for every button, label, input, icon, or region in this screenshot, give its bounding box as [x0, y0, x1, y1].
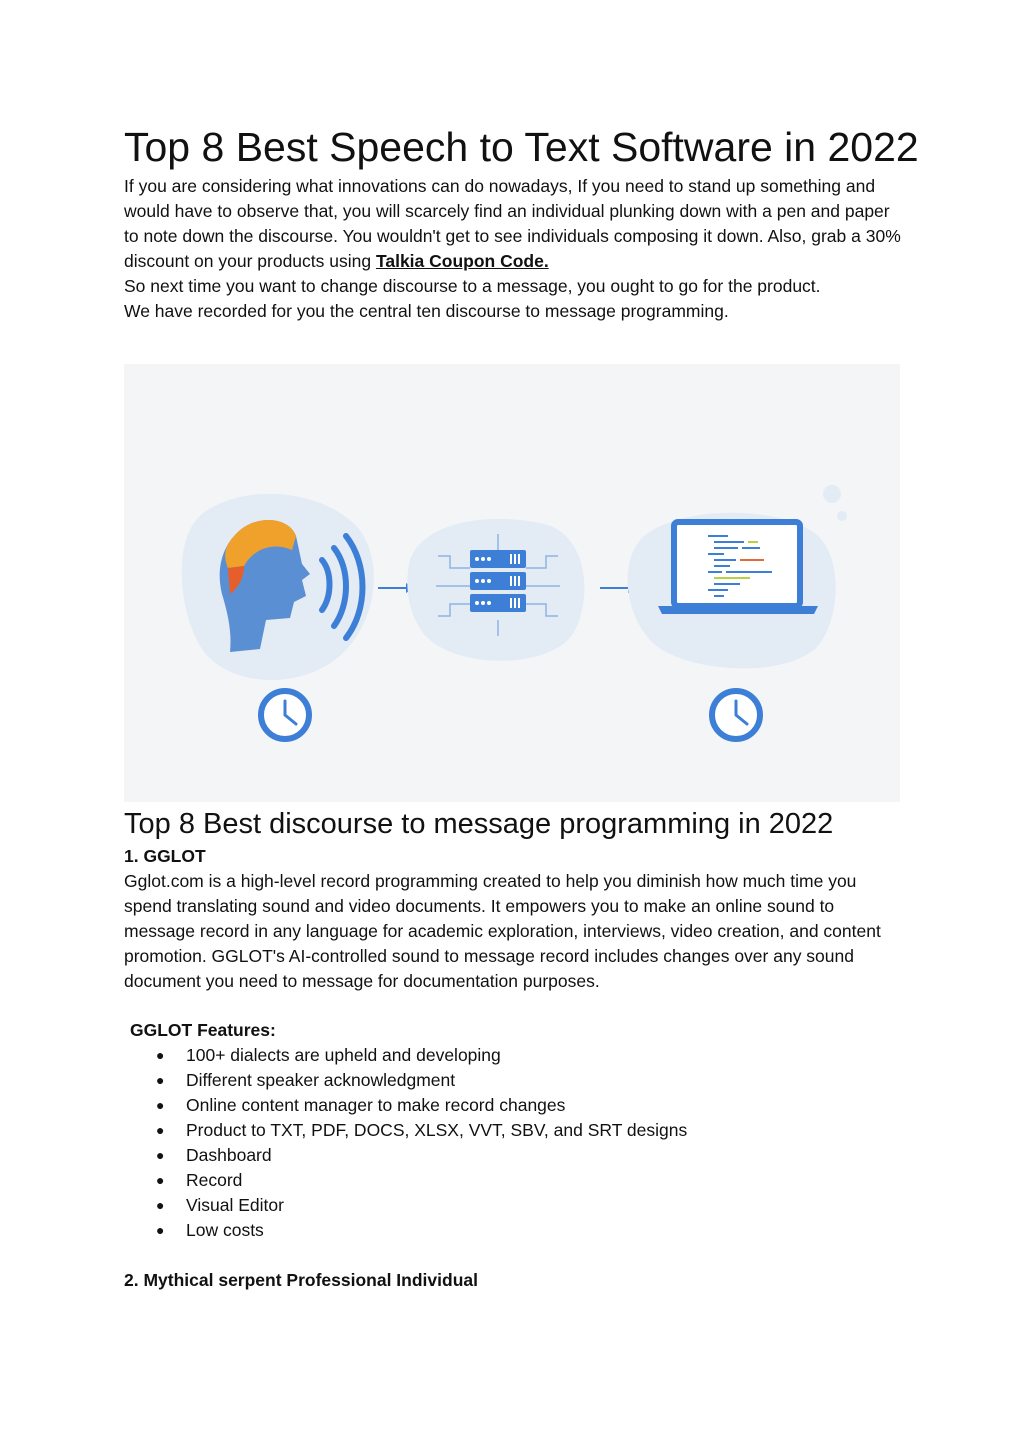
- section-heading: Top 8 Best discourse to message programming in 2022: [124, 808, 834, 840]
- intro-paragraph: [124, 174, 904, 324]
- bullet-icon: ●: [156, 1122, 165, 1138]
- features-list: [124, 1043, 687, 1243]
- list-item: [124, 1093, 687, 1118]
- bullet-icon: ●: [156, 1097, 165, 1113]
- bullet-icon: ●: [156, 1222, 165, 1238]
- list-item: [124, 1143, 687, 1168]
- feature-text: 100+ dialects are upheld and developing: [186, 1045, 501, 1065]
- list-item: [124, 1043, 687, 1068]
- intro-line-2: So next time you want to change discourse to a message, you ought to go for the product.: [124, 276, 821, 296]
- feature-text: Record: [186, 1170, 243, 1190]
- feature-text: Online content manager to make record changes: [186, 1095, 566, 1115]
- intro-text: [124, 174, 904, 274]
- feature-text: Low costs: [186, 1220, 264, 1240]
- intro-line-3: We have recorded for you the central ten discourse to message programming.: [124, 301, 729, 321]
- list-item: [124, 1193, 687, 1218]
- server-icon: [407, 519, 584, 661]
- bullet-icon: ●: [156, 1172, 165, 1188]
- intro-body: If you are considering what innovations can do nowadays, If you need to stand up something and would have to observe that, you will scarcely find an individual plunking down with a pen and paper to note down the discourse. You wouldn't get to see individuals composing it down. Also, grab a 30% discount on your products using: [124, 176, 901, 271]
- coupon-link[interactable]: Talkia Coupon Code.: [375, 251, 549, 271]
- bullet-icon: ●: [156, 1072, 165, 1088]
- feature-text: Visual Editor: [186, 1195, 284, 1215]
- list-item: [124, 1218, 687, 1243]
- bullet-icon: ●: [156, 1047, 165, 1063]
- list-item: [124, 1168, 687, 1193]
- list-item: [124, 1118, 687, 1143]
- bullet-icon: ●: [156, 1197, 165, 1213]
- feature-text: Product to TXT, PDF, DOCS, XLSX, VVT, SBV, and SRT designs: [186, 1120, 688, 1140]
- page-title: Top 8 Best Speech to Text Software in 2022: [124, 124, 919, 170]
- list-item: [124, 1068, 687, 1093]
- features-title: GGLOT Features:: [130, 1020, 276, 1040]
- bullet-icon: ●: [156, 1147, 165, 1163]
- feature-text: Dashboard: [186, 1145, 272, 1165]
- speech-to-text-illustration: [124, 364, 900, 802]
- feature-text: Different speaker acknowledgment: [186, 1070, 456, 1090]
- item-2-heading: 2. Mythical serpent Professional Individual: [124, 1270, 478, 1290]
- item-1-heading: 1. GGLOT: [124, 846, 206, 866]
- item-1-description: Gglot.com is a high-level record programming created to help you diminish how much time you spend translating sound and video documents. It empowers you to make an online sound to message record in any language for academic exploration, interviews, video creation, and content promotion. GGLOT's AI-controlled sound to message record includes changes over any sound document you need to message for documentation purposes.: [124, 871, 881, 991]
